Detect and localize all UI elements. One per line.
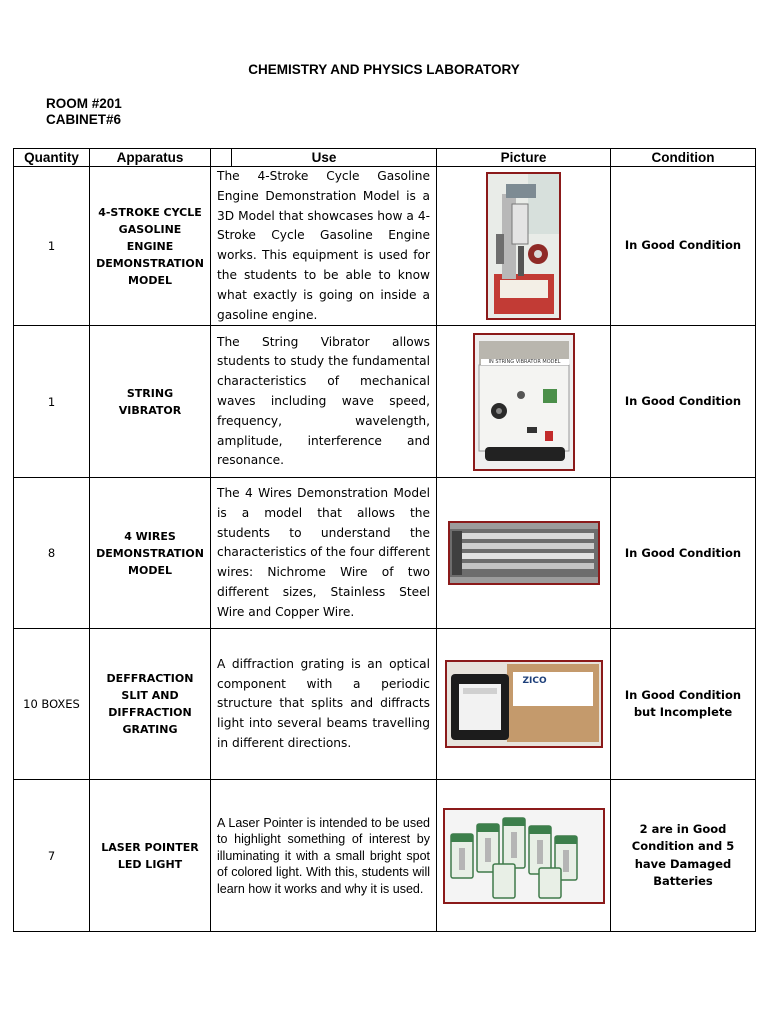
header-quantity: Quantity bbox=[14, 149, 90, 167]
quantity-cell: 8 bbox=[14, 478, 90, 629]
use-cell: The 4-Stroke Cycle Gasoline Engine Demonstration Model is a 3D Model that showcases how a 4-Stroke Cycle Gasoline Engine works. This equipment is used for the students to be able to know what exactly is going on inside a gasoline engine. bbox=[211, 167, 437, 326]
room-number: ROOM #201 bbox=[46, 96, 122, 111]
use-cell: A diffraction grating is an optical component with a periodic structure that splits and diffracts light into several beams travelling in different directions. bbox=[211, 629, 437, 780]
condition-cell: In Good Condition but Incomplete bbox=[611, 629, 756, 780]
condition-cell: In Good Condition bbox=[611, 326, 756, 478]
header-picture: Picture bbox=[437, 149, 611, 167]
condition-cell: 2 are in Good Condition and 5 have Damaged Batteries bbox=[611, 780, 756, 932]
picture-cell bbox=[437, 629, 611, 780]
header-use-label: Use bbox=[311, 150, 337, 165]
quantity-cell: 1 bbox=[14, 326, 90, 478]
engine-model-photo bbox=[486, 172, 561, 320]
use-cell: A Laser Pointer is intended to be used to highlight something of interest by illuminating it with a small bright spot of colored light. With this, students will learn how it works and why it is used. bbox=[211, 780, 437, 932]
apparatus-cell: STRING VIBRATOR bbox=[90, 326, 211, 478]
header-apparatus: Apparatus bbox=[90, 149, 211, 167]
diffraction-grating-photo bbox=[445, 660, 603, 748]
laser-pointer-photo bbox=[443, 808, 605, 904]
quantity-cell: 10 BOXES bbox=[14, 629, 90, 780]
string-vibrator-photo bbox=[473, 333, 575, 471]
wires-model-photo bbox=[448, 521, 600, 585]
use-cell: The String Vibrator allows students to study the fundamental characteristics of mechanical waves including wave speed, frequency, wavelength, amplitude, interference and resonance. bbox=[211, 326, 437, 478]
quantity-cell: 1 bbox=[14, 167, 90, 326]
box-brand-label: ZICO bbox=[522, 676, 547, 687]
header-use bbox=[211, 149, 437, 167]
picture-cell bbox=[437, 326, 611, 478]
condition-cell: In Good Condition bbox=[611, 478, 756, 629]
picture-cell bbox=[437, 780, 611, 932]
apparatus-cell: LASER POINTER LED LIGHT bbox=[90, 780, 211, 932]
apparatus-table bbox=[13, 148, 756, 932]
apparatus-cell: DEFFRACTION SLIT AND DIFFRACTION GRATING bbox=[90, 629, 211, 780]
table-row bbox=[14, 629, 756, 780]
apparatus-cell: 4 WIRES DEMONSTRATION MODEL bbox=[90, 478, 211, 629]
page-title: CHEMISTRY AND PHYSICS LABORATORY bbox=[248, 62, 520, 77]
cabinet-number: CABINET#6 bbox=[46, 112, 122, 127]
table-row bbox=[14, 780, 756, 932]
use-cell: The 4 Wires Demonstration Model is a model that allows the students to understand the characteristics of the four different wires: Nichrome Wire of two different sizes, Stainless Steel Wire and Copper Wire. bbox=[211, 478, 437, 629]
condition-cell: In Good Condition bbox=[611, 167, 756, 326]
picture-cell bbox=[437, 167, 611, 326]
apparatus-cell: 4-STROKE CYCLE GASOLINE ENGINE DEMONSTRATION MODEL bbox=[90, 167, 211, 326]
header-condition: Condition bbox=[611, 149, 756, 167]
table-row bbox=[14, 478, 756, 629]
table-row bbox=[14, 326, 756, 478]
table-header-row bbox=[14, 149, 756, 167]
quantity-cell: 7 bbox=[14, 780, 90, 932]
picture-cell bbox=[437, 478, 611, 629]
table-row bbox=[14, 167, 756, 326]
photo-caption: IN STRING VIBRATOR MODEL bbox=[481, 359, 569, 365]
